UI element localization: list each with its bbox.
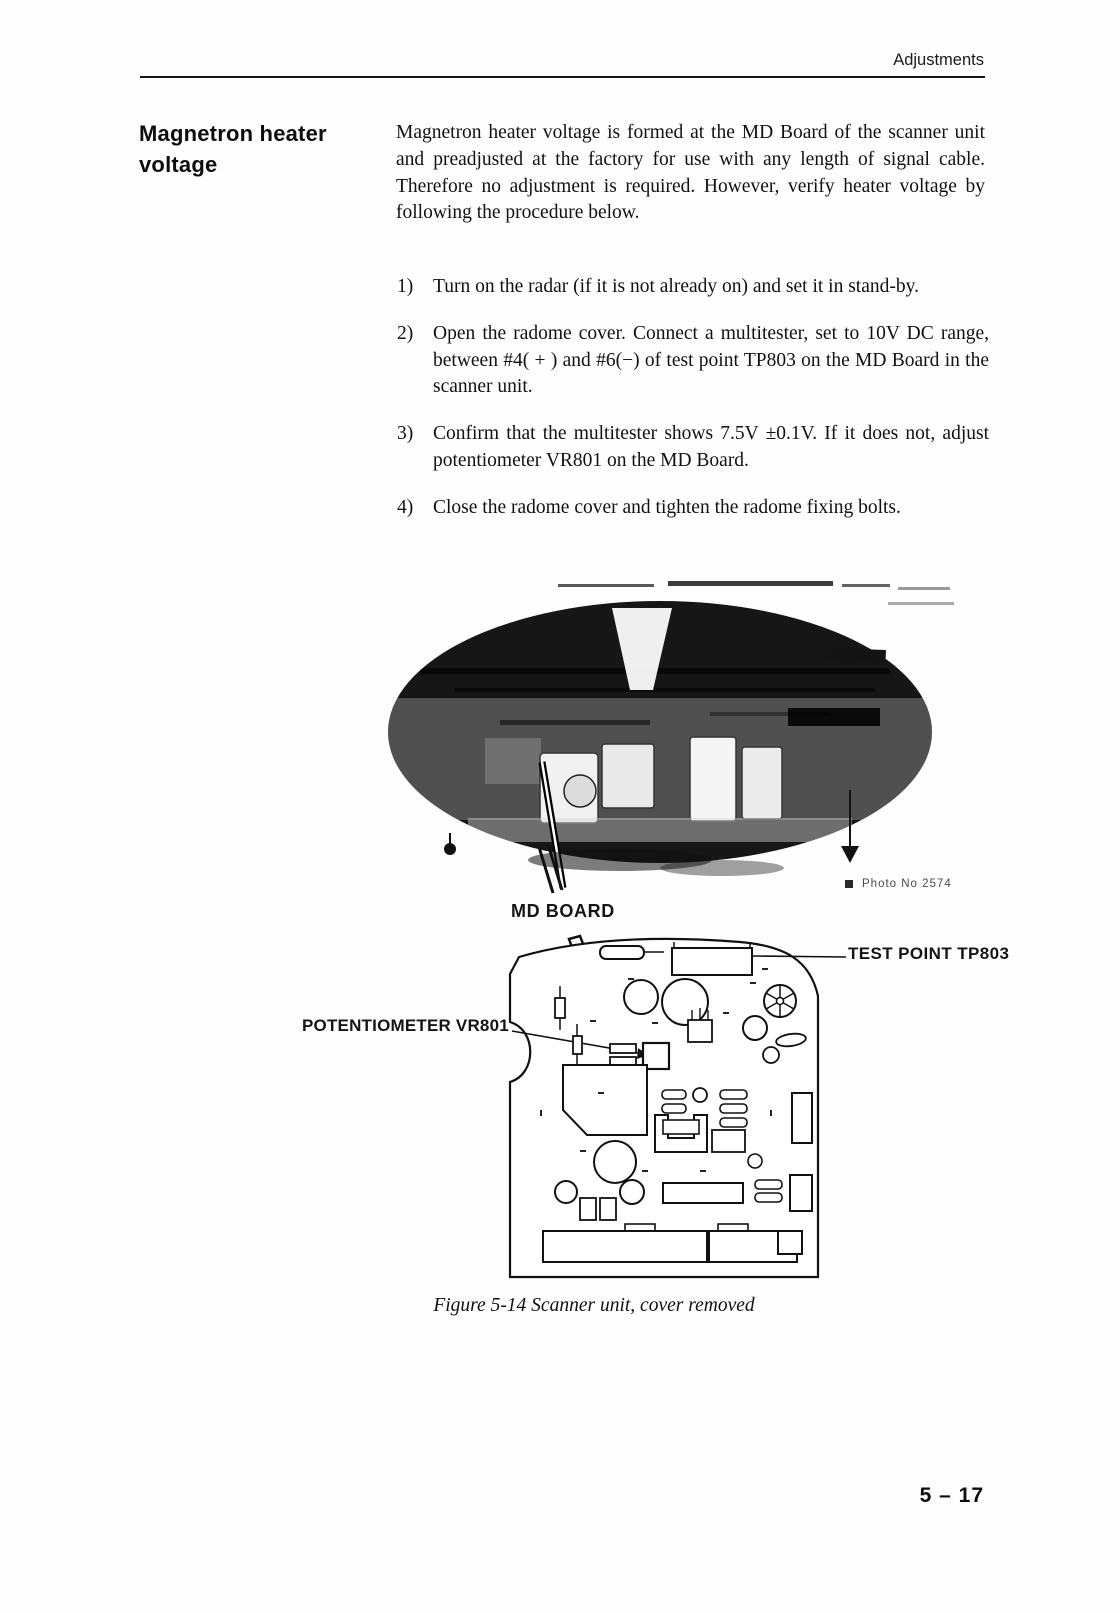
md-board-pointer-arrows — [539, 844, 599, 984]
scanner-photo — [380, 581, 954, 888]
step-item — [397, 495, 989, 522]
photo-credit — [845, 878, 952, 890]
step-item — [397, 274, 989, 301]
procedure-steps — [397, 274, 989, 542]
step-number: 3) — [397, 423, 414, 445]
header-rule — [140, 76, 985, 78]
u-bracket — [655, 1115, 707, 1152]
tp803-leader-line — [752, 956, 846, 957]
intro-paragraph: Magnetron heater voltage is formed at the MD Board of the scanner unit and preadjusted at the factory for use with any length of signal cable. Therefore no adjustment is required. However, verify heater voltage by following the procedure below. — [396, 122, 985, 224]
trimmer-wheel — [764, 985, 796, 1017]
board-outline — [510, 939, 818, 1277]
section-heading-line2: voltage — [139, 152, 218, 177]
capacitor-large — [662, 979, 708, 1025]
heatsink-plate — [563, 1065, 647, 1135]
section-heading — [139, 118, 399, 180]
capacitor-large — [624, 980, 658, 1014]
vr801-potentiometer — [643, 1043, 669, 1069]
label-potentiometer-vr801: POTENTIOMETER VR801 — [302, 1016, 509, 1035]
figure-caption: Figure 5-14 Scanner unit, cover removed — [433, 1295, 755, 1316]
step-number: 1) — [397, 276, 414, 297]
figure-graphic — [290, 550, 1010, 1330]
radome-body — [388, 601, 932, 863]
radome-internals — [380, 608, 940, 842]
vr801-leader-line — [512, 1031, 638, 1053]
step-item — [397, 421, 989, 475]
step-text: Confirm that the multitester shows 7.5V ±0.1V. If it does not, adjust potentiometer VR801 on the MD Board. — [433, 423, 989, 471]
running-header: Adjustments — [893, 51, 984, 69]
connector-j801 — [543, 1231, 707, 1262]
connector-j802 — [709, 1231, 797, 1262]
label-test-point-tp803: TEST POINT TP803 — [848, 944, 1010, 963]
step-text: Close the radome cover and tighten the radome fixing bolts. — [433, 496, 901, 518]
silkscreen-marks — [540, 968, 772, 1172]
step-item — [397, 321, 989, 401]
step-text: Open the radome cover. Connect a multitester, set to 10V DC range, between #4( + ) and #6(−) of test point TP803 on the MD Board in the scanner unit. — [433, 322, 989, 398]
section-heading-line1: Magnetron heater — [139, 121, 327, 146]
step-number: 4) — [397, 496, 414, 518]
hollow-arrow-icon — [569, 936, 599, 984]
photo-brand-icon — [845, 880, 853, 888]
ic-long — [663, 1183, 743, 1203]
tp803-block — [672, 948, 752, 975]
step-text: Turn on the radar (if it is not already on) and set it in stand-by. — [433, 276, 919, 297]
page-number: 5 – 17 — [919, 1484, 984, 1507]
step-number: 2) — [397, 322, 414, 344]
md-board-diagram — [510, 939, 846, 1277]
label-md-board: MD BOARD — [511, 901, 615, 921]
photo-credit-text: Photo No 2574 — [862, 878, 952, 890]
